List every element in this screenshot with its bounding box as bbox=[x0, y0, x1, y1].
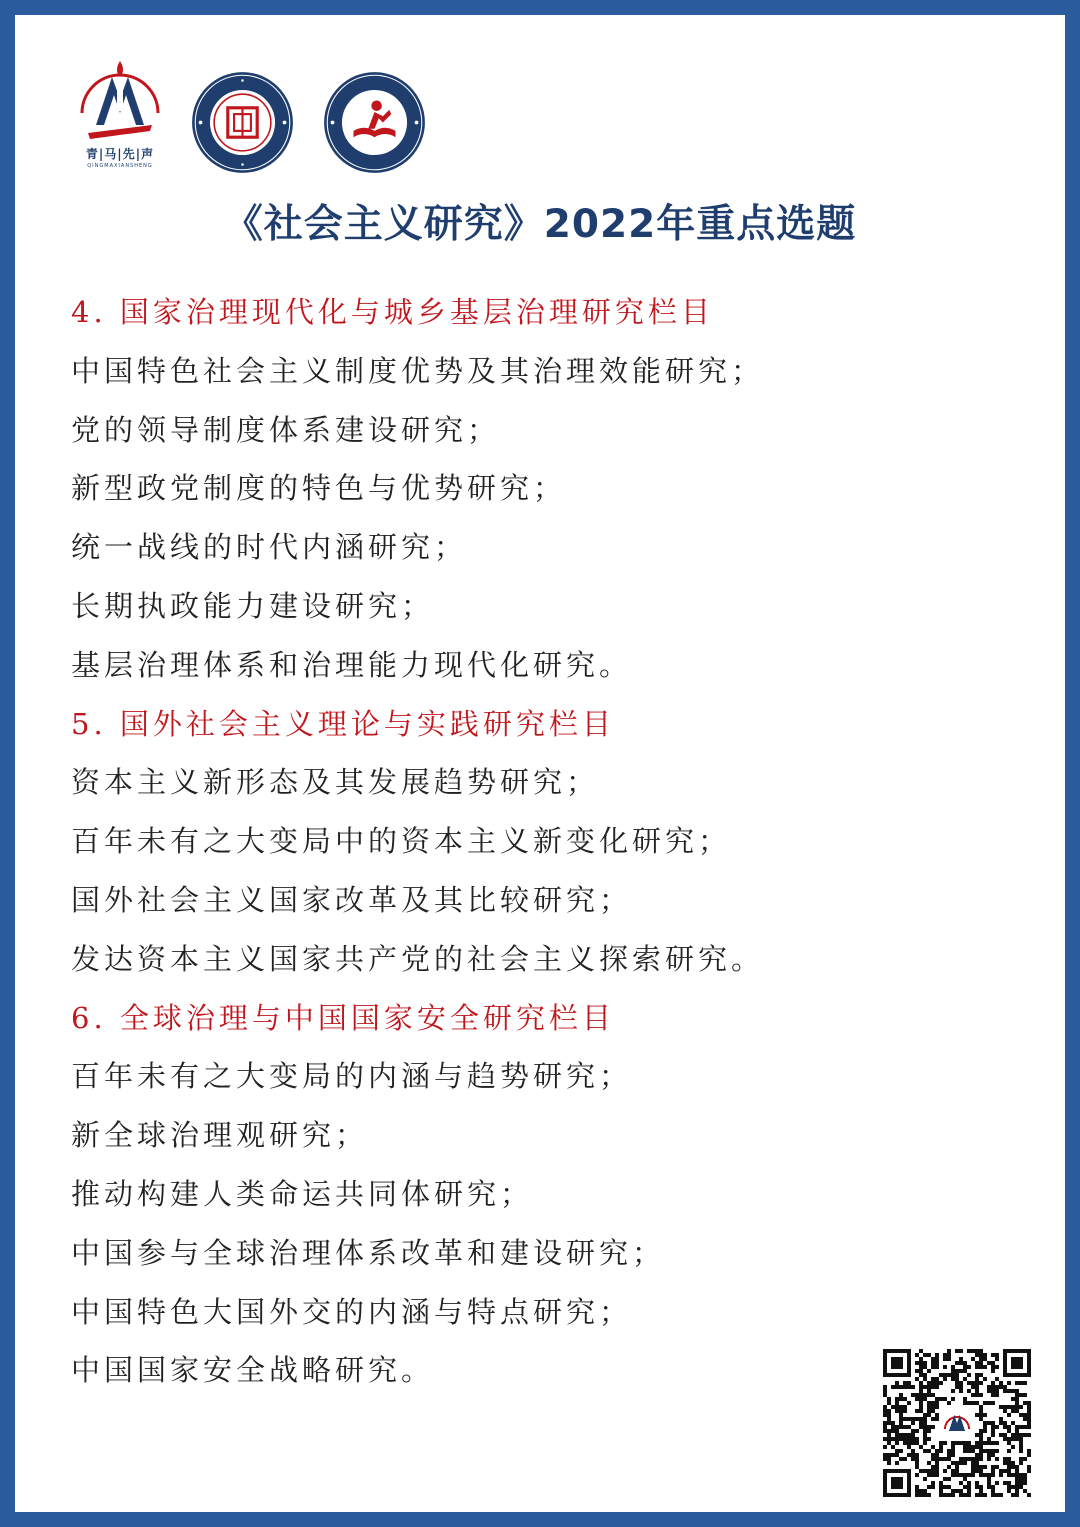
qr-code-icon bbox=[883, 1349, 1031, 1497]
topic-item: 百年未有之大变局中的资本主义新变化研究； bbox=[71, 824, 732, 859]
topic-item: 推动构建人类命运共同体研究； bbox=[71, 1176, 534, 1211]
page-title: 《社会主义研究》2022年重点选题 bbox=[223, 202, 857, 247]
topic-item: 发达资本主义国家共产党的社会主义探索研究。 bbox=[71, 941, 765, 976]
topic-item: 中国特色大国外交的内涵与特点研究； bbox=[71, 1294, 633, 1329]
topic-item: 中国国家安全战略研究。 bbox=[71, 1353, 435, 1388]
topic-item: 基层治理体系和治理能力现代化研究。 bbox=[71, 647, 633, 682]
page bbox=[15, 15, 1065, 1512]
topic-item: 资本主义新形态及其发展趋势研究； bbox=[71, 765, 600, 800]
topic-list bbox=[71, 283, 971, 1400]
topic-item: 新型政党制度的特色与优势研究； bbox=[71, 471, 567, 506]
topic-item: 中国特色社会主义制度优势及其治理效能研究； bbox=[71, 353, 765, 388]
section-heading: 6. 全球治理与中国国家安全研究栏目 bbox=[71, 1000, 615, 1035]
section-heading: 5. 国外社会主义理论与实践研究栏目 bbox=[71, 706, 615, 741]
political-youth-seal-icon bbox=[190, 70, 295, 175]
topic-item: 百年未有之大变局的内涵与趋势研究； bbox=[71, 1059, 633, 1094]
topic-item: 新全球治理观研究； bbox=[71, 1118, 369, 1153]
logo-text: 青|马|先|声 bbox=[85, 147, 155, 161]
topic-item: 党的领导制度体系建设研究； bbox=[71, 412, 501, 447]
topic-item: 统一战线的时代内涵研究； bbox=[71, 530, 468, 565]
section-heading: 4. 国家治理现代化与城乡基层治理研究栏目 bbox=[71, 295, 714, 329]
topic-item: 中国参与全球治理体系改革和建设研究； bbox=[71, 1235, 666, 1270]
logo-subtext: QINGMAXIANSHENG bbox=[87, 163, 153, 169]
qingma-logo-icon bbox=[70, 55, 170, 185]
topic-item: 国外社会主义国家改革及其比较研究； bbox=[71, 882, 633, 917]
marxist-youth-seal-icon bbox=[322, 70, 427, 175]
topic-item: 长期执政能力建设研究； bbox=[71, 588, 435, 623]
